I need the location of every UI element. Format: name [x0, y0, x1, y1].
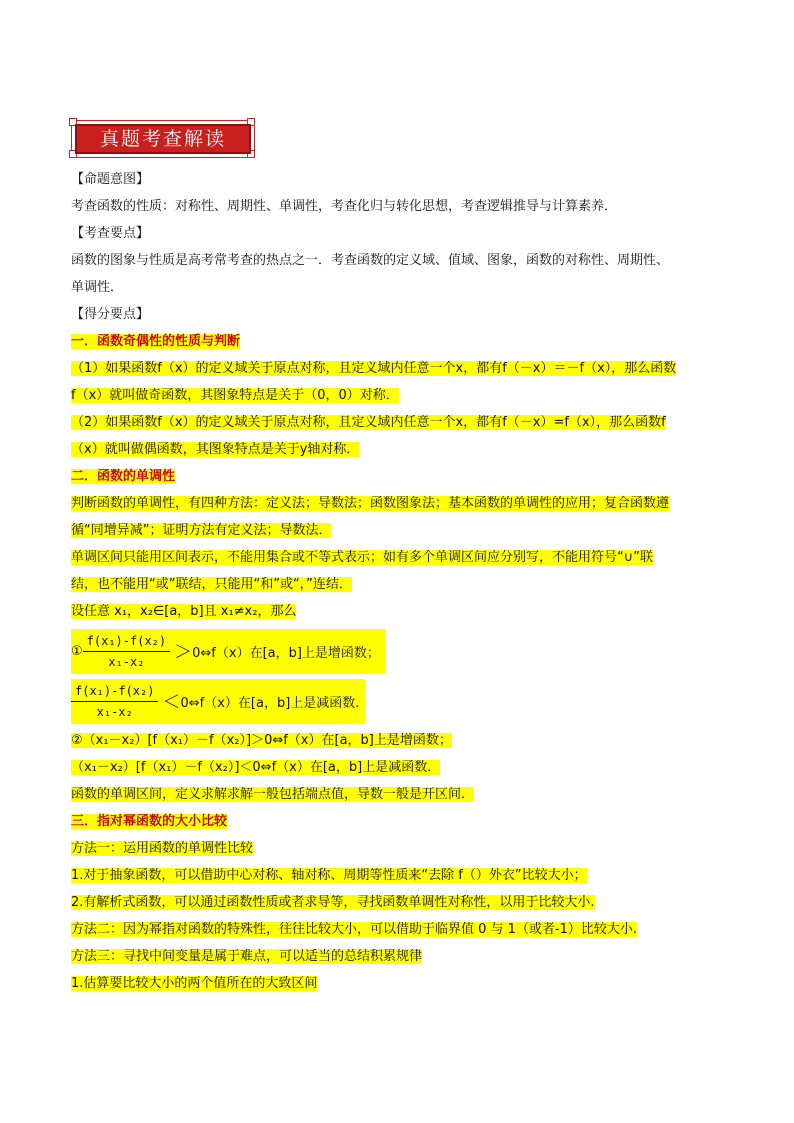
- increasing-conclusion: 0⇔f（x）在[a，b]上是增函数；: [192, 645, 380, 661]
- method-1-item-2: 2.有解析式函数，可以通过函数性质或者求导等，寻找函数单调性对称性，以用于比较大小.: [71, 895, 595, 910]
- key-text-2: 单调性．: [71, 280, 124, 295]
- intent-label: 【命题意图】: [71, 172, 150, 187]
- product-decreasing: （x₁－x₂）[f（x₁）－f（x₂）]＜0⇔f（x）在[a，b]上是减函数．: [71, 760, 441, 775]
- section-3-title: 三．指对幂函数的大小比较: [71, 814, 228, 829]
- key-text-1: 函数的图象与性质是高考常考查的热点之一．考查函数的定义域、值域、图象，函数的对称性、周期性、: [71, 253, 670, 268]
- difference-quotient: [83, 631, 170, 672]
- product-increasing: ②（x₁－x₂）[f（x₁）－f（x₂）]＞0⇔f（x）在[a，b]上是增函数；: [71, 733, 452, 748]
- method-2: 方法二：因为幂指对函数的特殊性，往往比较大小，可以借助于临界值 0 与 1（或者-1）比较大小.: [71, 922, 638, 937]
- interval-note-line-2: 结，也不能用“或”联结，只能用“和”或“，”连结．: [71, 577, 352, 592]
- intent-text: 考查函数的性质：对称性、周期性、单调性，考查化归与转化思想，考查逻辑推导与计算素养．: [71, 199, 618, 214]
- interval-note-line-1: 单调区间只能用区间表示，不能用集合或不等式表示；如有多个单调区间应分别写，不能用符号“∪”联: [71, 550, 653, 565]
- definition-intro: 设任意 x₁，x₂∈[a，b]且 x₁≠x₂，那么: [71, 604, 297, 619]
- method-1: 方法一：运用函数的单调性比较: [71, 841, 254, 856]
- even-function-line-1: （2）如果函数f（x）的定义域关于原点对称，且定义域内任意一个x，都有f（－x）=f（x），那么函数f: [71, 415, 666, 430]
- score-label: 【得分要点】: [71, 307, 150, 322]
- interval-remark: 函数的单调区间，定义求解求解一般包括端点值，导数一般是开区间．: [71, 787, 475, 802]
- even-function-line-2: （x）就叫做偶函数，其图象特点是关于y轴对称．: [71, 442, 360, 457]
- method-3-item-1: 1.估算要比较大小的两个值所在的大致区间: [71, 976, 318, 991]
- odd-function-line-1: （1）如果函数f（x）的定义域关于原点对称，且定义域内任意一个x，都有f（－x）＝－f（x），那么函数: [71, 361, 677, 376]
- method-1-item-1: 1.对于抽象函数，可以借助中心对称、轴对称、周期等性质来“去除 f（）外衣”比较大小；: [71, 868, 587, 883]
- fraction-denominator: x₁-x₂: [96, 704, 133, 719]
- fraction-numerator: f(x₁)-f(x₂): [83, 631, 170, 652]
- document-page: [71, 120, 726, 997]
- fraction-numerator: f(x₁)-f(x₂): [71, 681, 158, 702]
- decreasing-conclusion: 0⇔f（x）在[a，b]上是减函数.: [180, 695, 360, 711]
- monotonic-methods-line-1: 判断函数的单调性，有四种方法：定义法；导数法；函数图象法；基本函数的单调性的应用；复合函数遵: [71, 496, 670, 511]
- fraction-denominator: x₁-x₂: [108, 654, 145, 669]
- title-banner: [71, 120, 257, 160]
- difference-quotient: [71, 681, 158, 722]
- section-1-title: 一．函数奇偶性的性质与判断: [71, 334, 241, 349]
- decreasing-formula: [71, 677, 726, 725]
- increasing-formula: [71, 627, 726, 675]
- monotonic-methods-line-2: 循“同增异减”；证明方法有定义法；导数法．: [71, 523, 332, 538]
- section-2-title: 二．函数的单调性: [71, 469, 176, 484]
- banner-title: 真题考查解读: [75, 124, 251, 154]
- method-3: 方法三：寻找中间变量是属于难点，可以适当的总结积累规律: [71, 949, 423, 964]
- circle-one-marker: ①: [71, 643, 83, 659]
- less-than-symbol: ＜: [162, 692, 181, 713]
- key-label: 【考查要点】: [71, 226, 150, 241]
- odd-function-line-2: f（x）就叫做奇函数，其图象特点是关于（0，0）对称．: [71, 388, 399, 403]
- greater-than-symbol: ＞: [174, 642, 193, 663]
